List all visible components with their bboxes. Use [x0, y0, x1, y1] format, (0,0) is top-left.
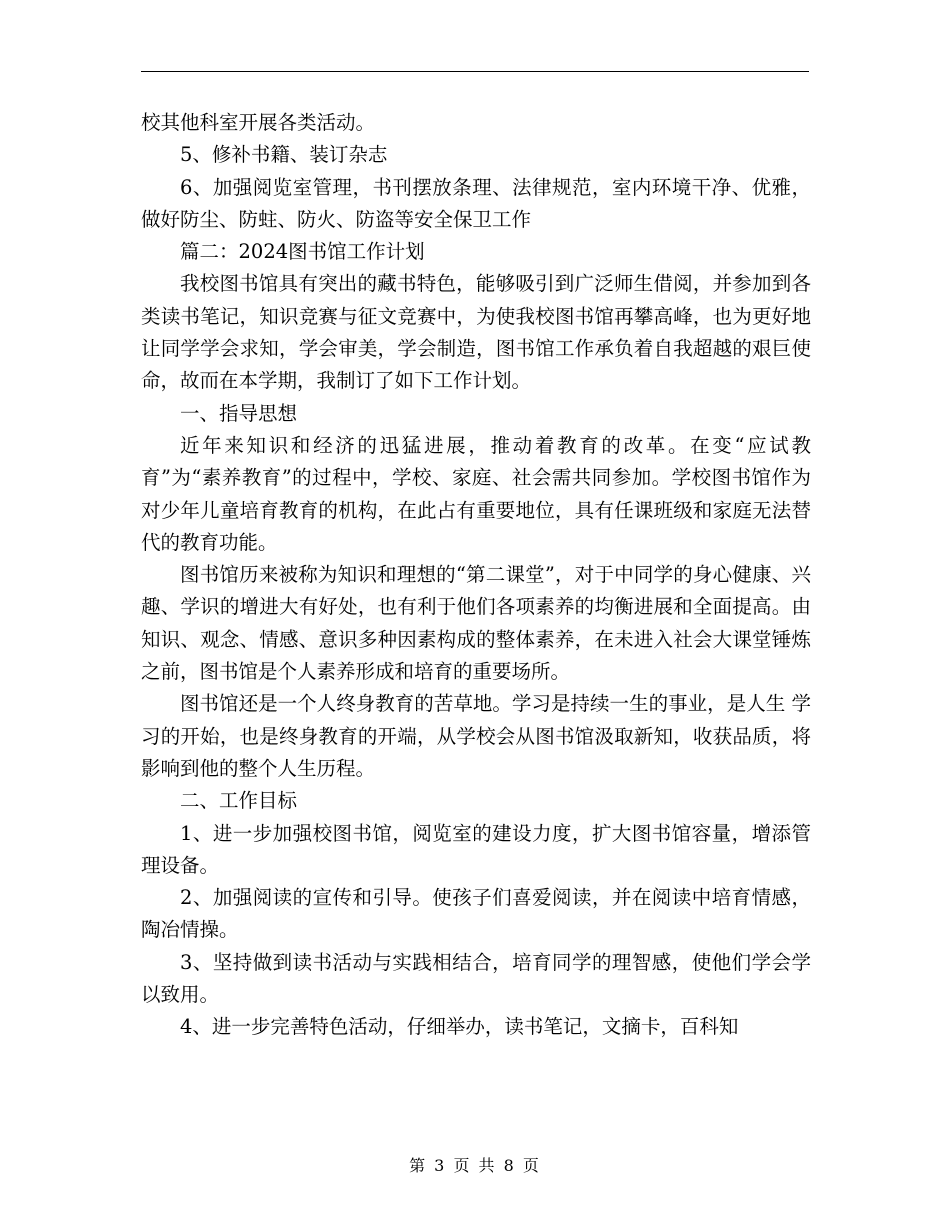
paragraph: 二、工作目标 — [180, 789, 298, 813]
header-rule — [141, 71, 809, 72]
paragraph: 图书馆历来被称为知识和理想的“第二课堂”，对于中同学的身心健康、兴趣、学识的增进大有好处，也有利于他们各项素养的均衡进展和全面提高。由知识、观念、情感、意识多种因素构成的整体素养，在未进入社会大课堂锤炼之前，图书馆是个人素养形成和培育的重要场所。 — [141, 563, 811, 684]
paragraph: 图书馆还是一个人终身教育的苦草地。学习是持续一生的事业，是人生 学习的开始，也是终身教育的开端，从学校会从图书馆汲取新知，收获品质，将影响到他的整个人生历程。 — [141, 692, 811, 780]
paragraph: 6、加强阅览室管理，书刊摆放条理、法律规范，室内环境干净、优雅，做好防尘、防蛀、防火、防盗等安全保卫工作 — [141, 175, 811, 231]
paragraph: 近年来知识和经济的迅猛进展，推动着教育的改革。在变“应试教育”为“素养教育”的过程中，学校、家庭、社会需共同参加。学校图书馆作为对少年儿童培育教育的机构，在此占有重要地位，具有任课班级和家庭无法替代的教育功能。 — [141, 433, 811, 554]
paragraph: 5、修补书籍、装订杂志 — [180, 143, 388, 167]
paragraph: 我校图书馆具有突出的藏书特色，能够吸引到广泛师生借阅，并参加到各类读书笔记，知识竞赛与征文竞赛中，为使我校图书馆再攀高峰，也为更好地让同学学会求知，学会审美，学会制造，图书馆工作承负着自我超越的艰巨使命，故而在本学期，我制订了如下工作计划。 — [141, 272, 811, 393]
document-body — [141, 107, 811, 1044]
paragraph: 3、坚持做到读书活动与实践相结合，培育同学的理智感，使他们学会学以致用。 — [141, 950, 811, 1007]
paragraph: 篇二：2024图书馆工作计划 — [180, 240, 425, 264]
paragraph: 4、进一步完善特色活动，仔细举办，读书笔记，文摘卡，百科知 — [180, 1015, 739, 1039]
page-footer: 第 3 页 共 8 页 — [409, 1156, 541, 1175]
paragraph: 1、进一步加强校图书馆，阅览室的建设力度，扩大图书馆容量，增添管理设备。 — [141, 821, 811, 877]
paragraph: 一、指导思想 — [180, 401, 298, 425]
paragraph: 校其他科室开展各类活动。 — [141, 111, 376, 134]
paragraph: 2、加强阅读的宣传和引导。使孩子们喜爱阅读，并在阅读中培育情感，陶冶情操。 — [141, 886, 811, 942]
